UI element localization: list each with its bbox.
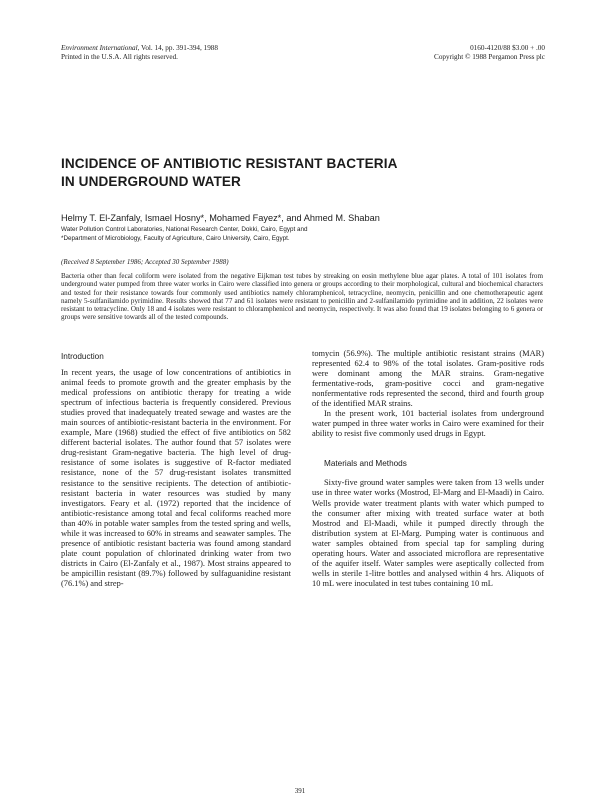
methods-paragraph: Sixty-five ground water samples were taken from 13 wells under use in three water works (Mostrod, El-Marg and El-Maadi) in Cairo. Wells provide water treatment plants with water which pumped to the consumer after mixing with treated surface water at both Mostrod and El-Maadi, while it pumped directly through the distribution system at El-Marg. Pumping water is continuous and water samples obtained from special tap for sampling during operating hours. Water and associated microflora are representative of the aquifer itself. Water samples were aseptically collected from wells in sterile 1-litre bottles and analysed within 4 hrs. Aliquots of 10 mL were inoculated in test tubes containing 10 mL xyxy=(312,478,544,588)
printed-notice: Printed in the U.S.A. All rights reserved. xyxy=(61,53,178,61)
affiliations xyxy=(61,226,541,243)
journal-citation xyxy=(61,44,321,53)
section-gap xyxy=(312,439,544,459)
left-column xyxy=(61,368,291,589)
introduction-heading: Introduction xyxy=(61,352,104,361)
affiliation-1: Water Pollution Control Laboratories, National Research Center, Dokki, Cairo, Egypt and xyxy=(61,226,308,233)
introduction-paragraph: In recent years, the usage of low concentrations of antibiotics in animal feeds to promote growth and the greater emphasis by the medical professions on antibiotic therapy for treating a wide spectrum of infectious bacteria is frequently considered. Previous studies proved that inadequately treated sewage and wastes are the main sources of antibiotic-resistant bacteria in the environment. For example, Mare (1968) studied the effect of five antibiotics on 582 different bacterial isolates. The author found that 57 isolates were drug-resistant Gram-negative bacteria. The high level of drug-resistance of some isolates is suggestive of R-factor mediated resistance, none of the 57 drug-resistant isolates transmitted resistance to the sensitive recipients. The detection of antibiotic-resistant bacteria in water resources was studied by many investigators. Feary et al. (1972) reported that the incidence of antibiotic-resistance among total and fecal coliforms reached more than 40% in potable water samples from the tested spring and wells, while it was increased to 60% in streams and seawater samples. The presence of antibiotic resistant bacteria was found among standard plate count population of chlorinated drinking water from two districts in Cairo (El-Zanfaly et al., 1987). Most strains appeared to be ampicillin resistant (89.7%) followed by sulfaguanidine resistant (76.1%) and strep- xyxy=(61,368,291,588)
article-title xyxy=(61,155,481,191)
volume-pages: Vol. 14, pp. 391-394, 1988 xyxy=(139,44,218,52)
author-list: Helmy T. El-Zanfaly, Ismael Hosny*, Mohamed Fayez*, and Ahmed M. Shaban xyxy=(61,213,380,223)
received-dates: (Received 8 September 1986; Accepted 30 September 1988) xyxy=(61,258,229,266)
issn-price: 0160-4120/88 $3.00 + .00 xyxy=(470,44,545,52)
title-line-1: INCIDENCE OF ANTIBIOTIC RESISTANT BACTERIA xyxy=(61,156,398,171)
running-header-right xyxy=(370,44,545,62)
title-line-2: IN UNDERGROUND WATER xyxy=(61,174,241,189)
affiliation-2: *Department of Microbiology, Faculty of Agriculture, Cairo University, Cairo, Egypt. xyxy=(61,234,290,242)
introduction-continued: tomycin (56.9%). The multiple antibiotic resistant strains (MAR) represented 62.4 to 98% of the total isolates. Gram-positive rods were dominant among the MAR strains. Gram-negative fermentative-rods, gram-positive cocci and gram-negative nonfermentative rods represented the second, third and fourth group of the identified MAR strains. xyxy=(312,349,544,409)
abstract: Bacteria other than fecal coliform were isolated from the negative Eijkman test tubes by streaking on eosin methylene blue agar plates. A total of 101 isolates from underground water pumped from three water works in Cairo were classified into genera or groups according to their morphological, cultural and biochemical characters and tested for their resistance towards four commonly used antibiotics namely chloramphenicol, tetracycline, neomycin, penicillin and one chemotherapeutic agent namely 5-sulfanilamido pyrimidine. Results showed that 77 and 61 isolates were resistant to penicillin and 2-sulfanilamido pyrimidine and in addition, 22 isolates were resistant to tetracycline. Only 18 and 4 isolates were resistant to chloramphenicol and neomycin, respectively. It was also found that 19 isolates belonging to 6 genera or groups were sensitive towards all of the tested compounds. xyxy=(61,272,543,322)
journal-name: Environment International, xyxy=(61,44,140,52)
copyright-notice: Copyright © 1988 Pergamon Press plc xyxy=(434,53,545,61)
right-column xyxy=(312,349,544,589)
present-work-paragraph: In the present work, 101 bacterial isolates from underground water pumped in three water works in Cairo were examined for their ability to resist five commonly used drugs in Egypt. xyxy=(312,409,544,439)
page-number: 391 xyxy=(294,787,306,795)
heading-gap xyxy=(312,469,544,478)
methods-heading: Materials and Methods xyxy=(324,459,407,469)
running-header-left xyxy=(61,44,321,62)
